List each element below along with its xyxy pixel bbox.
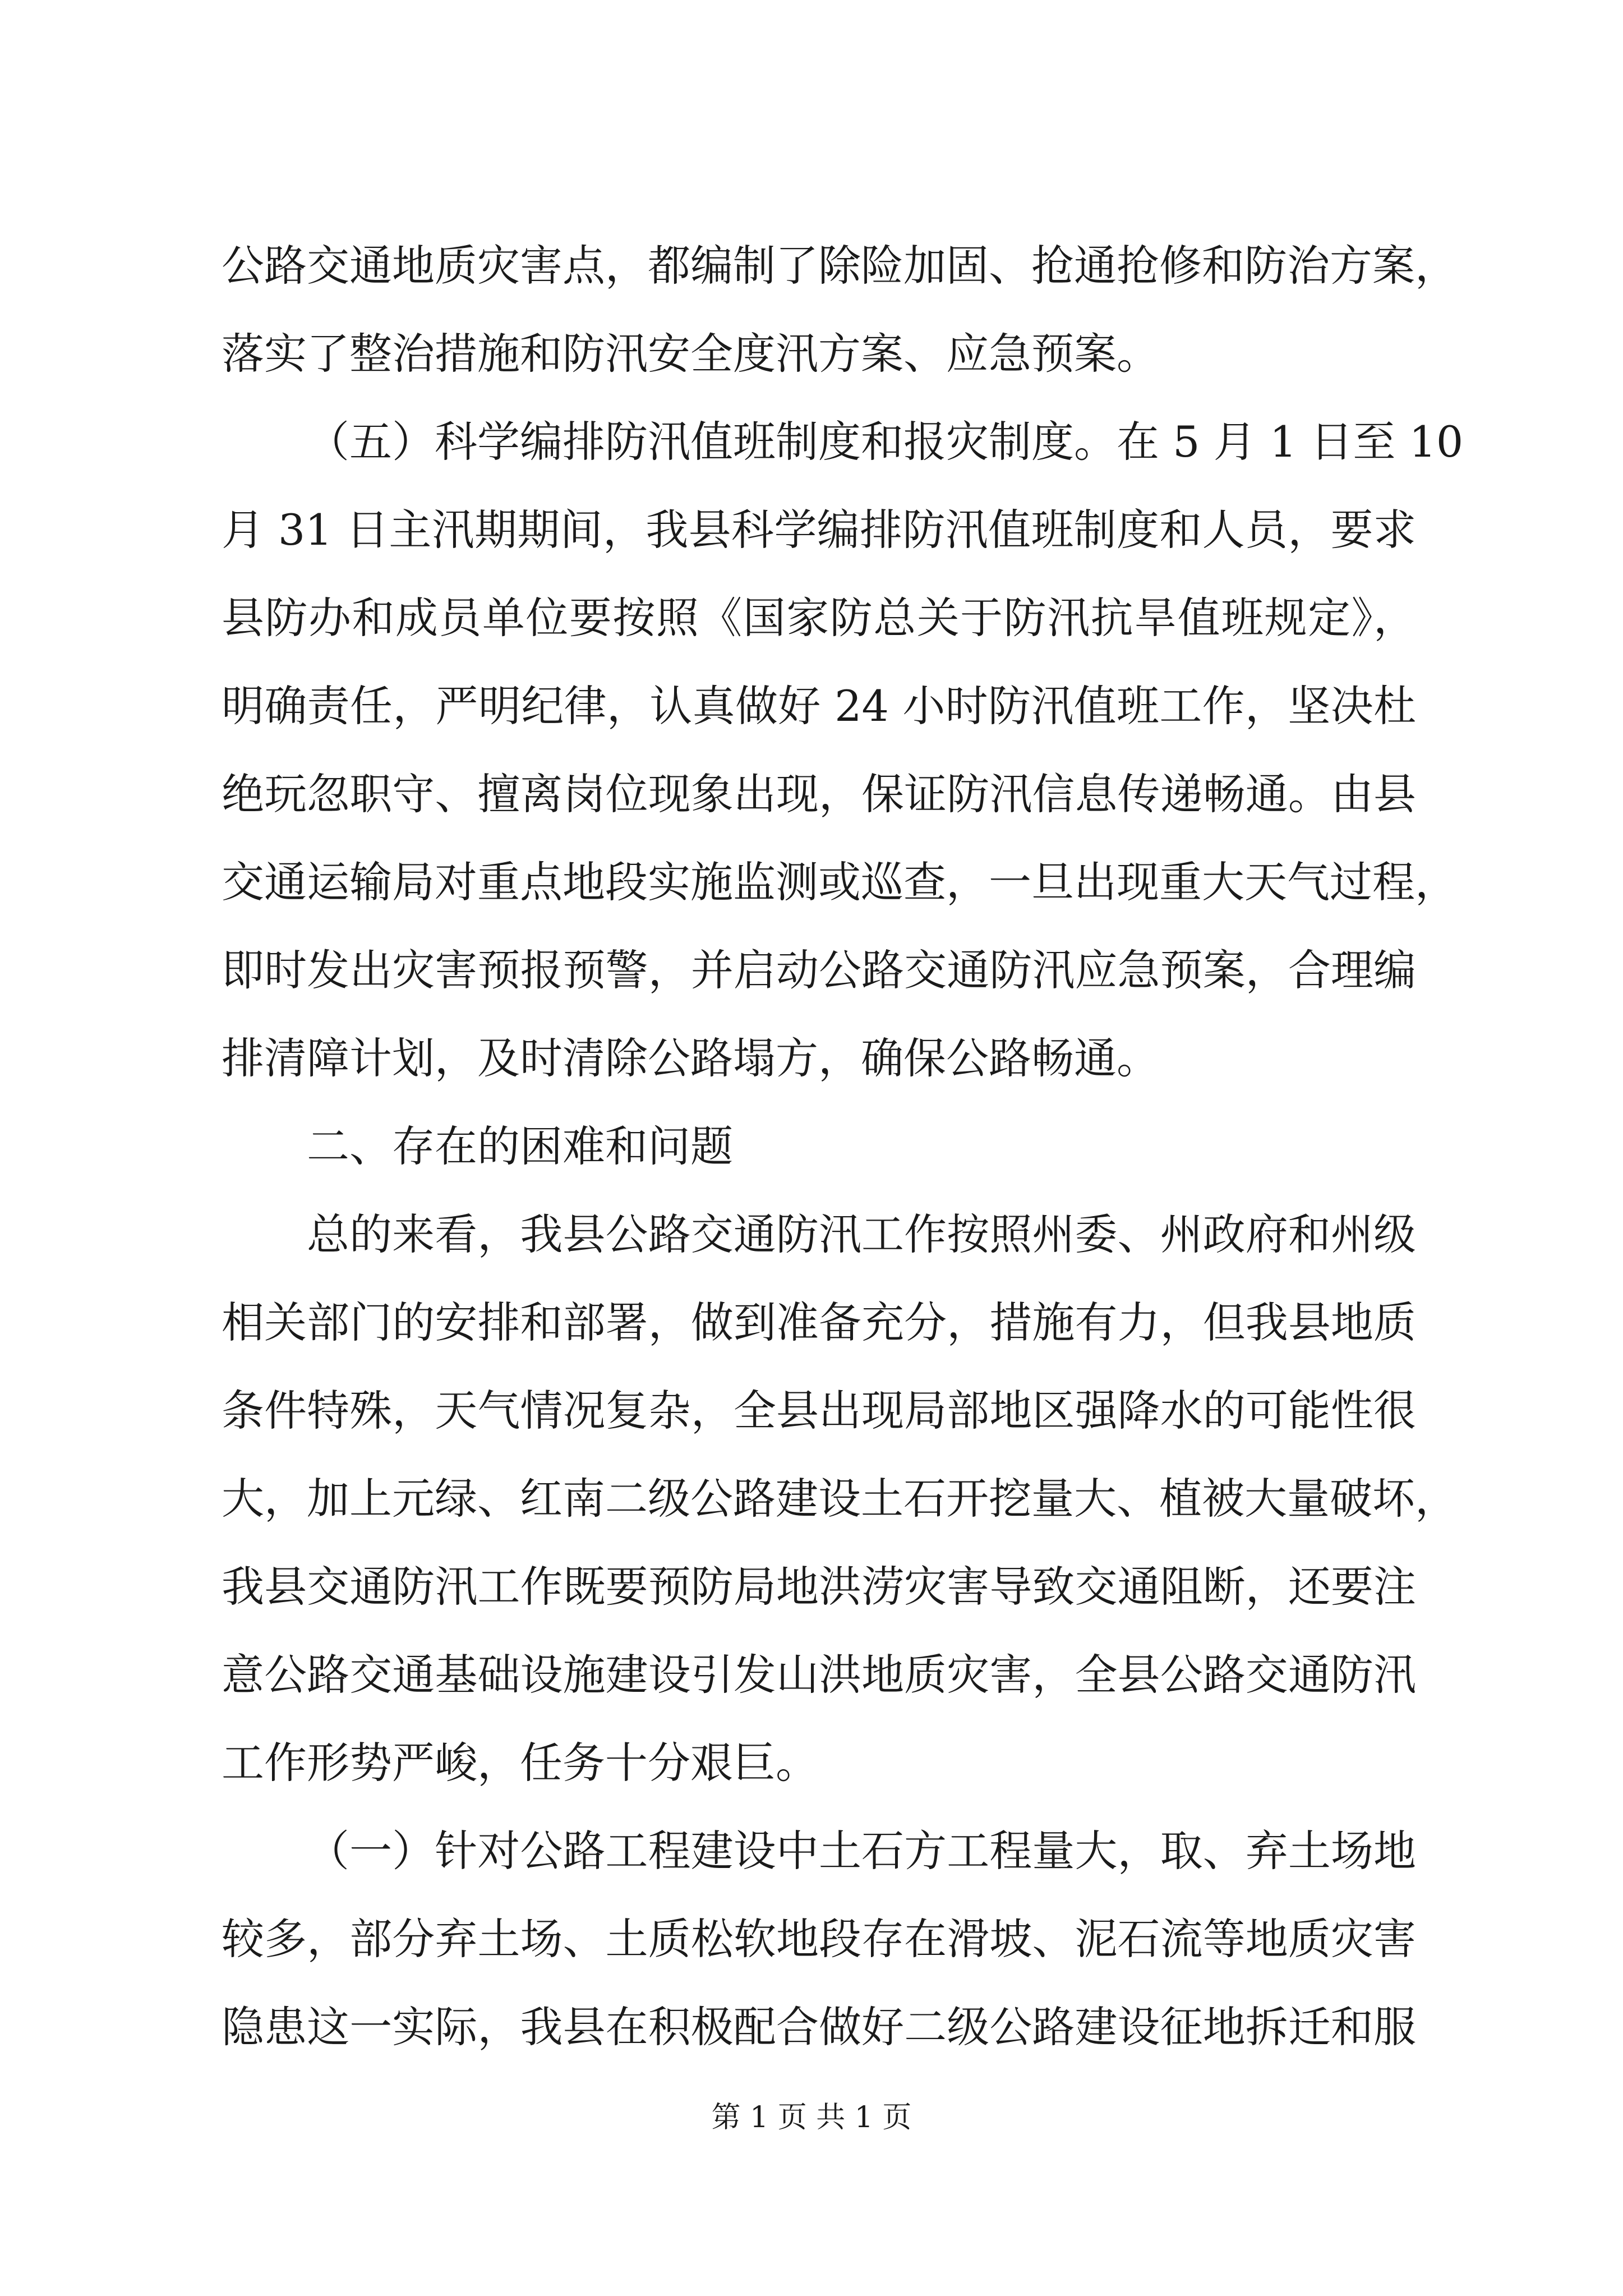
text-line: 月 31 日主汛期期间，我县科学编排防汛值班制度和人员，要求 (222, 505, 1416, 555)
text-line: 意公路交通基础设施建设引发山洪地质灾害，全县公路交通防汛 (222, 1650, 1416, 1700)
text-line: 工作形势严峻，任务十分艰巨。 (222, 1738, 818, 1788)
text-line: 较多，部分弃土场、土质松软地段存在滑坡、泥石流等地质灾害 (222, 1914, 1416, 1964)
paragraph-start-line: （一）针对公路工程建设中土石方工程量大，取、弃土场地 (307, 1826, 1416, 1876)
text-line: 明确责任，严明纪律，认真做好 24 小时防汛值班工作，坚决杜 (222, 681, 1416, 731)
text-line: 绝玩忽职守、擅离岗位现象出现，保证防汛信息传递畅通。由县 (222, 769, 1416, 819)
text-line: 落实了整治措施和防汛安全度汛方案、应急预案。 (222, 329, 1159, 379)
text-line: 交通运输局对重点地段实施监测或巡查，一旦出现重大天气过程， (222, 857, 1458, 907)
section-heading: 二、存在的困难和问题 (307, 1121, 733, 1171)
document-body (222, 222, 1464, 2071)
text-line: 排清障计划，及时清除公路塌方，确保公路畅通。 (222, 1033, 1159, 1083)
paragraph-start-line: （五）科学编排防汛值班制度和报灾制度。在 5 月 1 日至 10 (307, 417, 1464, 467)
paragraph-start-line: 总的来看，我县公路交通防汛工作按照州委、州政府和州级 (307, 1209, 1416, 1259)
text-line: 我县交通防汛工作既要预防局地洪涝灾害导致交通阻断，还要注 (222, 1562, 1416, 1612)
text-line: 隐患这一实际，我县在积极配合做好二级公路建设征地拆迁和服 (222, 2002, 1416, 2052)
page-number-label: 第 1 页 共 1 页 (711, 2101, 912, 2134)
text-line: 县防办和成员单位要按照《国家防总关于防汛抗旱值班规定》， (222, 593, 1416, 643)
text-line: 条件特殊，天气情况复杂，全县出现局部地区强降水的可能性很 (222, 1386, 1416, 1435)
text-line: 公路交通地质灾害点，都编制了除险加固、抢通抢修和防治方案， (222, 241, 1458, 291)
page-footer (0, 2098, 1623, 2137)
text-line: 大，加上元绿、红南二级公路建设土石开挖量大、植被大量破坏， (222, 1474, 1458, 1524)
text-line: 相关部门的安排和部署，做到准备充分，措施有力，但我县地质 (222, 1297, 1416, 1347)
text-line: 即时发出灾害预报预警，并启动公路交通防汛应急预案，合理编 (222, 945, 1416, 995)
